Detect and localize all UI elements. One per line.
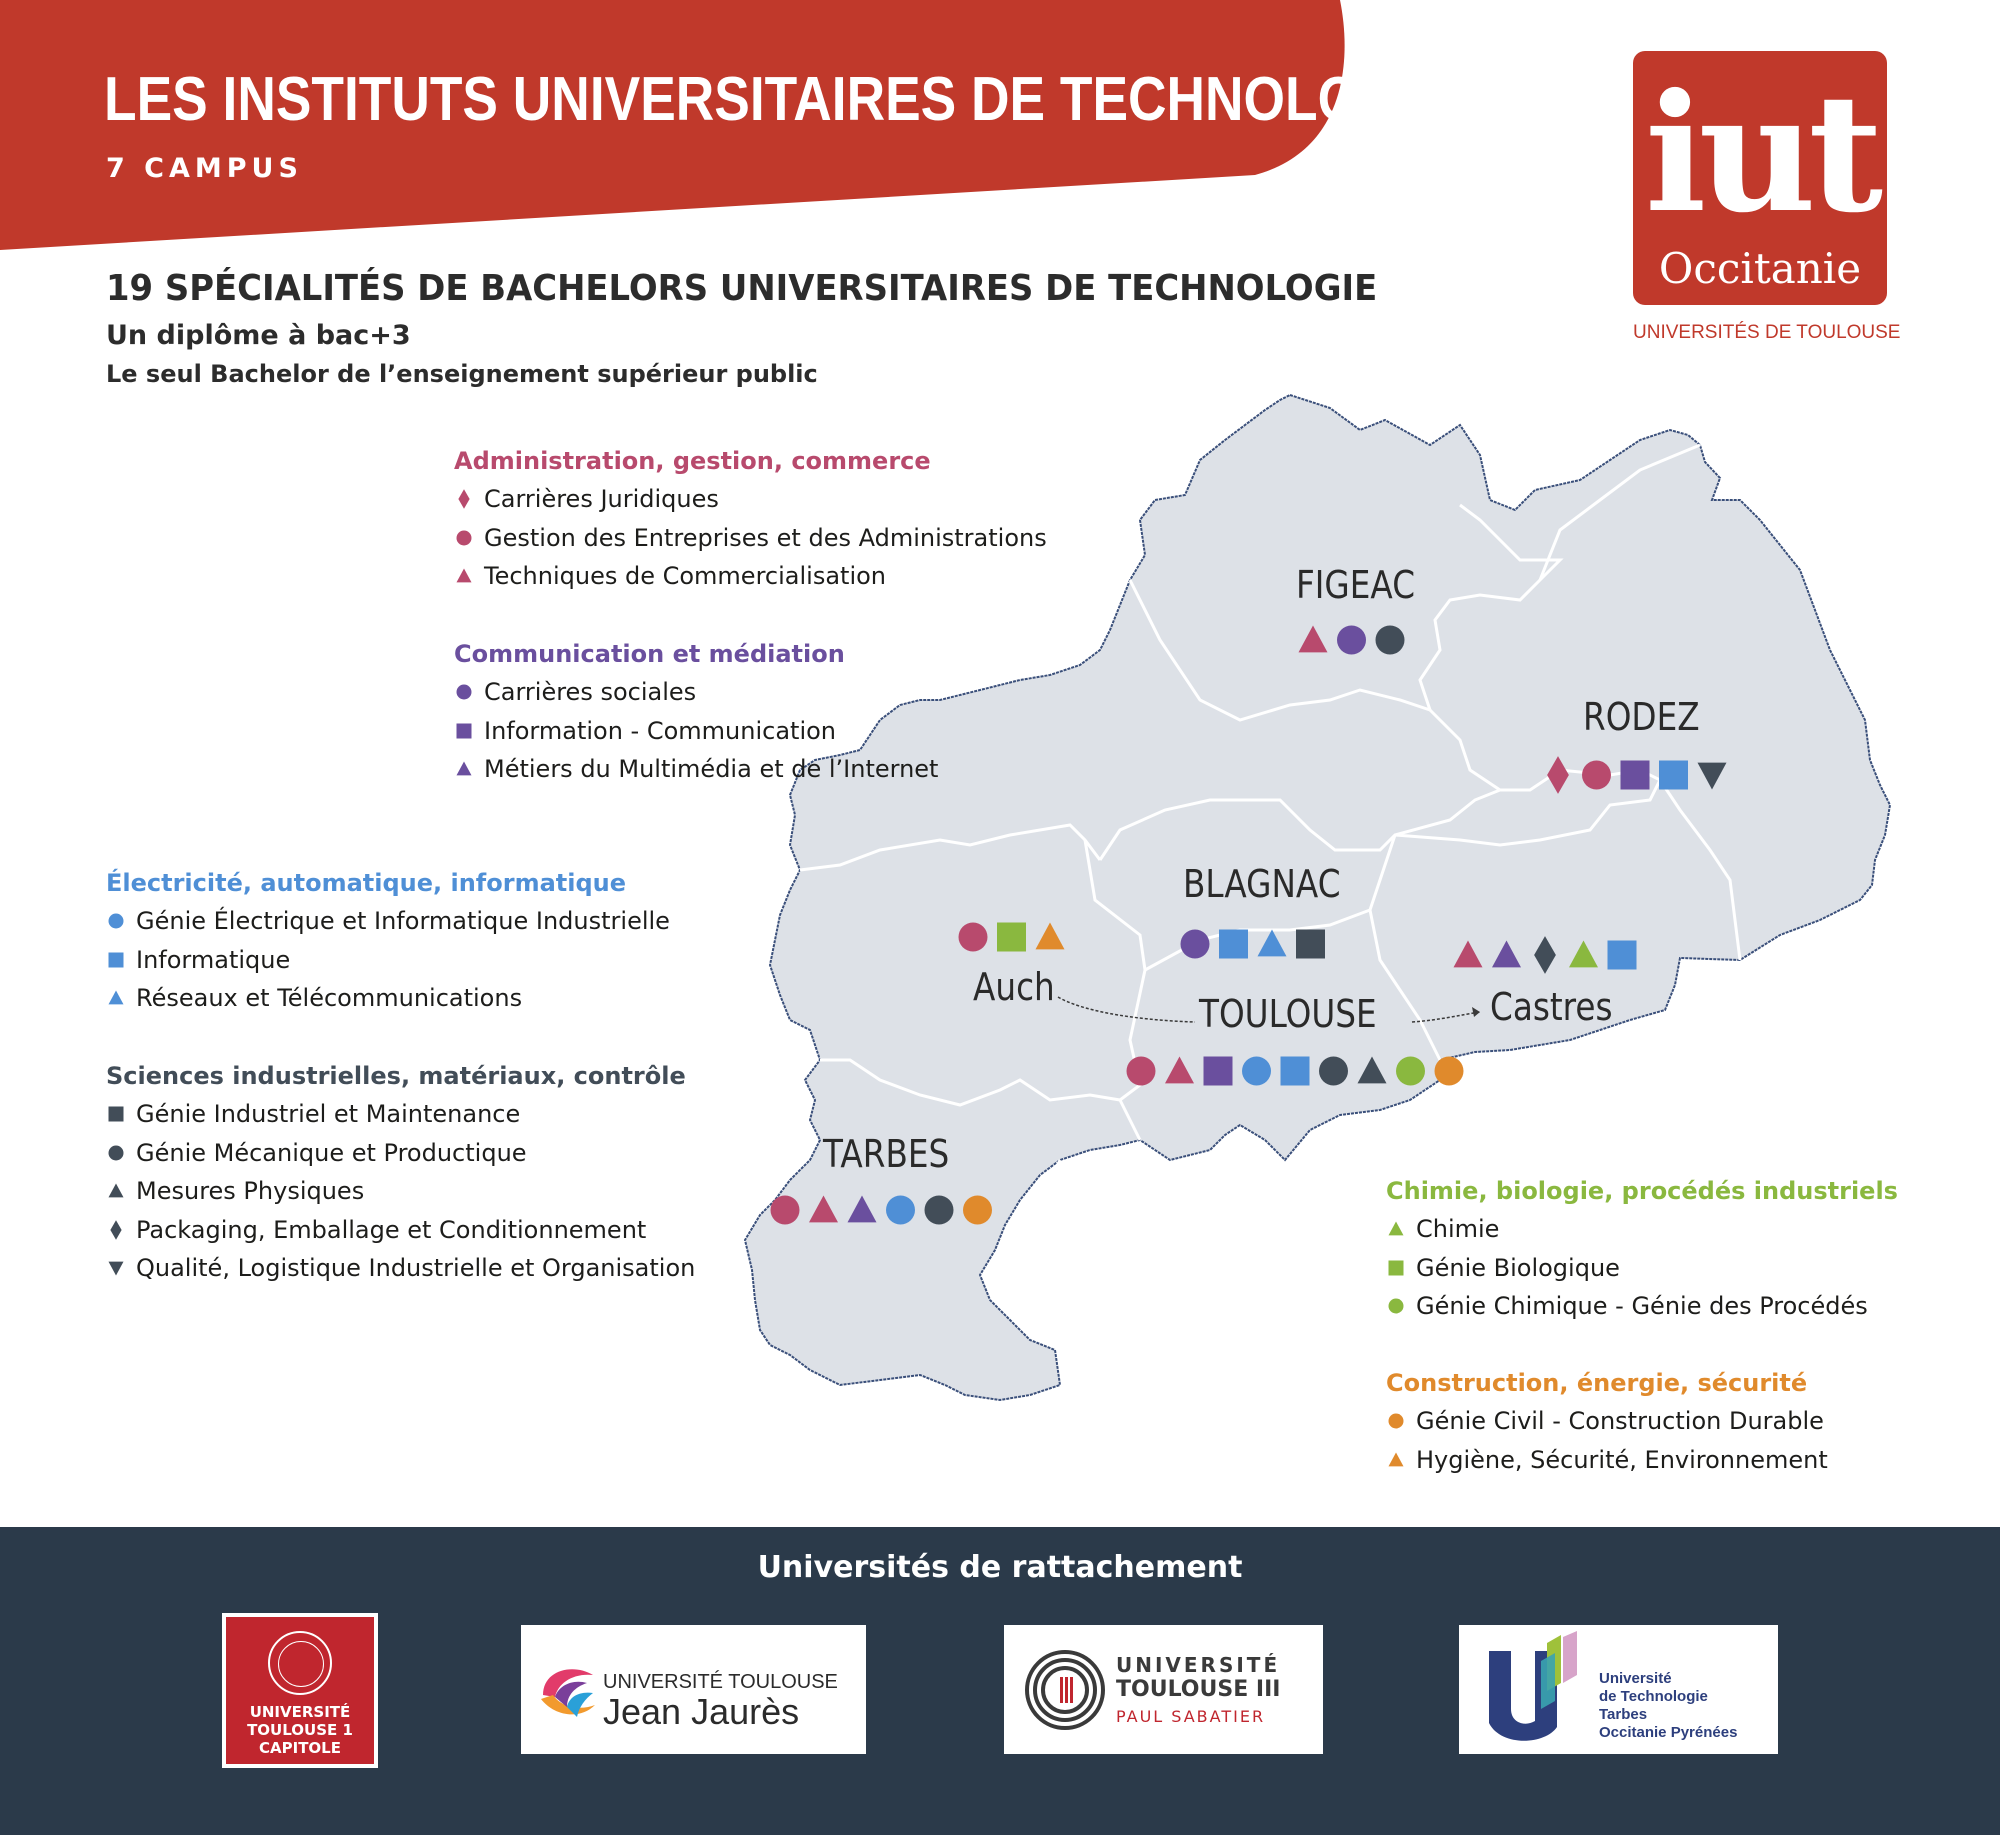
category-title: Sciences industrielles, matériaux, contrôle (106, 1062, 686, 1090)
campus-label-auch: Auch (973, 965, 1055, 1009)
circle-symbol (1582, 761, 1611, 790)
diamond-symbol (1534, 936, 1556, 974)
ut2-line-1: UNIVERSITÉ TOULOUSE (603, 1671, 838, 1693)
specialty-label: Techniques de Commercialisation (484, 562, 886, 590)
circle-symbol (1396, 1057, 1425, 1086)
category-admin (454, 442, 1047, 596)
section-heading: 19 SPÉCIALITÉS DE BACHELORS UNIVERSITAIRES DE TECHNOLOGIE (106, 268, 1378, 309)
footer-title: Universités de rattachement (757, 1550, 1243, 1585)
specialty-item (1386, 1402, 1828, 1441)
specialty-item (106, 1095, 695, 1134)
intro-line-2: Le seul Bachelor de l’enseignement supérieur public (106, 360, 818, 388)
specialty-item (1386, 1249, 1898, 1288)
circle-icon (1386, 1409, 1410, 1433)
square-icon (106, 1102, 130, 1126)
triangle-symbol (1569, 941, 1598, 968)
specialty-item (106, 941, 670, 980)
category-communication (454, 635, 938, 789)
ut3-line-3: PAUL SABATIER (1116, 1707, 1266, 1726)
circle-icon (454, 526, 478, 550)
circle-symbol (109, 1145, 124, 1160)
triangle-symbol (848, 1196, 877, 1223)
specialty-label: Génie Chimique - Génie des Procédés (1416, 1292, 1868, 1320)
triangle-symbol (1389, 1222, 1404, 1236)
circle-icon (106, 909, 130, 933)
category-electricite (106, 864, 670, 1018)
campus-label-castres: Castres (1490, 985, 1613, 1029)
triangle-icon (106, 1179, 130, 1203)
triangle-symbol (1299, 626, 1328, 653)
circle-symbol (1242, 1057, 1271, 1086)
triangle-symbol (1165, 1057, 1194, 1084)
circle-symbol (1337, 626, 1366, 655)
category-title: Communication et médiation (454, 640, 845, 668)
circle-icon (1386, 1294, 1410, 1318)
circle-icon (106, 1141, 130, 1165)
triangle-symbol (109, 1184, 124, 1198)
specialty-item (106, 1172, 695, 1211)
triangle-symbol (1036, 923, 1065, 950)
circle-symbol (109, 914, 124, 929)
specialty-item (454, 750, 938, 789)
category-chimie (1386, 1172, 1898, 1326)
paul-sabatier-emblem-icon (1024, 1649, 1106, 1731)
diamond-icon (454, 487, 478, 511)
square-symbol (997, 923, 1026, 952)
triangle-symbol (1258, 930, 1287, 957)
specialty-label: Packaging, Emballage et Conditionnement (136, 1215, 647, 1244)
square-icon (1386, 1256, 1410, 1280)
campus-label-rodez: RODEZ (1583, 695, 1700, 739)
category-title: Chimie, biologie, procédés industriels (1386, 1177, 1898, 1205)
triangle-symbol (1492, 941, 1521, 968)
triangle-symbol (809, 1196, 838, 1223)
triangle-icon (454, 757, 478, 781)
diamond-symbol (458, 490, 469, 510)
circle-symbol (1389, 1414, 1404, 1429)
diamond-symbol (1547, 756, 1569, 794)
specialty-label: Génie Mécanique et Productique (136, 1138, 527, 1167)
square-symbol (1219, 930, 1248, 959)
triangle-down-icon (106, 1256, 130, 1280)
utt-line-3: Tarbes (1599, 1706, 1648, 1723)
utt-line-4: Occitanie Pyrénées (1599, 1724, 1738, 1741)
category-title: Construction, énergie, sécurité (1386, 1369, 1808, 1397)
specialty-label: Information - Communication (484, 716, 837, 745)
logo-region: Occitanie (1658, 244, 1862, 293)
university-paul-sabatier-logo (1004, 1625, 1323, 1754)
university-toulouse-1-capitole-logo (222, 1613, 378, 1768)
specialty-item (454, 712, 938, 751)
triangle-icon (454, 564, 478, 588)
campus-label-figeac: FIGEAC (1296, 563, 1416, 607)
campus-label-blagnac: BLAGNAC (1183, 862, 1341, 906)
ut3-line-1: UNIVERSITÉ (1116, 1653, 1281, 1677)
specialty-label: Informatique (136, 945, 291, 974)
circle-symbol (1181, 930, 1210, 959)
triangle-symbol (1389, 1452, 1404, 1466)
university-jean-jaures-logo (521, 1625, 866, 1754)
specialty-label: Gestion des Entreprises et des Administrations (484, 523, 1047, 552)
specialty-label: Carrières sociales (484, 678, 697, 706)
campus-label-toulouse: TOULOUSE (1199, 992, 1377, 1036)
university-technologie-tarbes-logo (1459, 1625, 1778, 1754)
specialty-label: Hygiène, Sécurité, Environnement (1416, 1445, 1828, 1474)
ut1-line-2: TOULOUSE 1 (247, 1721, 353, 1739)
circle-symbol (457, 685, 472, 700)
ut2-line-2: Jean Jaurès (603, 1691, 800, 1732)
diamond-symbol (110, 1220, 121, 1240)
category-title: Administration, gestion, commerce (454, 447, 931, 475)
triangle-icon (1386, 1448, 1410, 1472)
triangle-symbol (1454, 941, 1483, 968)
circle-symbol (1319, 1057, 1348, 1086)
utt-line-1: Université (1599, 1670, 1672, 1687)
specialty-item (454, 557, 1047, 596)
specialty-item (106, 1134, 695, 1173)
triangle-icon (106, 986, 130, 1010)
square-symbol (457, 723, 472, 738)
circle-symbol (1127, 1057, 1156, 1086)
specialty-label: Génie Biologique (1416, 1253, 1620, 1282)
circle-symbol (886, 1196, 915, 1225)
specialty-item (106, 1211, 695, 1250)
category-sciences (106, 1057, 695, 1288)
square-icon (106, 948, 130, 972)
circle-symbol (1376, 626, 1405, 655)
circle-symbol (959, 923, 988, 952)
specialty-label: Qualité, Logistique Industrielle et Organisation (136, 1254, 696, 1282)
circle-symbol (1435, 1057, 1464, 1086)
circle-symbol (457, 530, 472, 545)
square-icon (454, 719, 478, 743)
jean-jaures-emblem-icon (533, 1655, 605, 1727)
triangle-symbol (457, 762, 472, 776)
square-symbol (1281, 1057, 1310, 1086)
specialty-item (454, 519, 1047, 558)
square-symbol (1659, 761, 1688, 790)
specialty-item (106, 1249, 695, 1288)
square-symbol (1389, 1260, 1404, 1275)
ut1-line-1: UNIVERSITÉ (249, 1703, 351, 1721)
square-symbol (109, 1107, 124, 1122)
campus-label-tarbes: TARBES (823, 1132, 950, 1176)
specialty-label: Métiers du Multimédia et de l’Internet (484, 755, 939, 783)
specialty-item (454, 480, 1047, 519)
specialty-item (454, 673, 938, 712)
specialty-label: Chimie (1416, 1215, 1500, 1243)
intro-line-1: Un diplôme à bac+3 (106, 320, 411, 351)
specialty-label: Carrières Juridiques (484, 485, 719, 513)
specialty-item (106, 979, 670, 1018)
specialty-label: Mesures Physiques (136, 1177, 365, 1205)
page-subtitle: 7 CAMPUS (106, 153, 303, 184)
logo-tagline: UNIVERSITÉS DE TOULOUSE (1633, 322, 1901, 343)
specialty-item (106, 902, 670, 941)
circle-icon (454, 680, 478, 704)
specialty-item (1386, 1287, 1898, 1326)
page-title: LES INSTITUTS UNIVERSITAIRES DE TECHNOLOGIE (104, 65, 1451, 134)
specialty-label: Génie Électrique et Informatique Industrielle (136, 907, 670, 935)
triangle-icon (1386, 1217, 1410, 1241)
square-symbol (1621, 761, 1650, 790)
circle-symbol (1389, 1299, 1404, 1314)
category-title: Électricité, automatique, informatique (106, 869, 627, 897)
utt-emblem-icon (1481, 1631, 1591, 1751)
specialty-label: Génie Industriel et Maintenance (136, 1100, 521, 1128)
seal-icon (268, 1631, 332, 1695)
circle-symbol (771, 1196, 800, 1225)
square-symbol (1296, 930, 1325, 959)
triangle-symbol (109, 991, 124, 1005)
specialty-item (1386, 1210, 1898, 1249)
logo-word: iut (1644, 59, 1876, 249)
triangle-symbol (1358, 1057, 1387, 1084)
category-construction (1386, 1364, 1828, 1479)
square-symbol (109, 952, 124, 967)
ut1-line-3: CAPITOLE (259, 1739, 341, 1757)
circle-symbol (925, 1196, 954, 1225)
triangle-down-symbol (1698, 763, 1727, 790)
square-symbol (1204, 1057, 1233, 1086)
specialty-label: Réseaux et Télécommunications (136, 984, 523, 1012)
triangle-symbol (457, 569, 472, 583)
specialty-item (1386, 1441, 1828, 1480)
specialty-label: Génie Civil - Construction Durable (1416, 1407, 1824, 1435)
triangle-down-symbol (109, 1262, 124, 1276)
square-symbol (1608, 941, 1637, 970)
circle-symbol (963, 1196, 992, 1225)
diamond-icon (106, 1218, 130, 1242)
ut3-line-2: TOULOUSE III (1116, 1677, 1281, 1702)
utt-line-2: de Technologie (1599, 1688, 1708, 1705)
